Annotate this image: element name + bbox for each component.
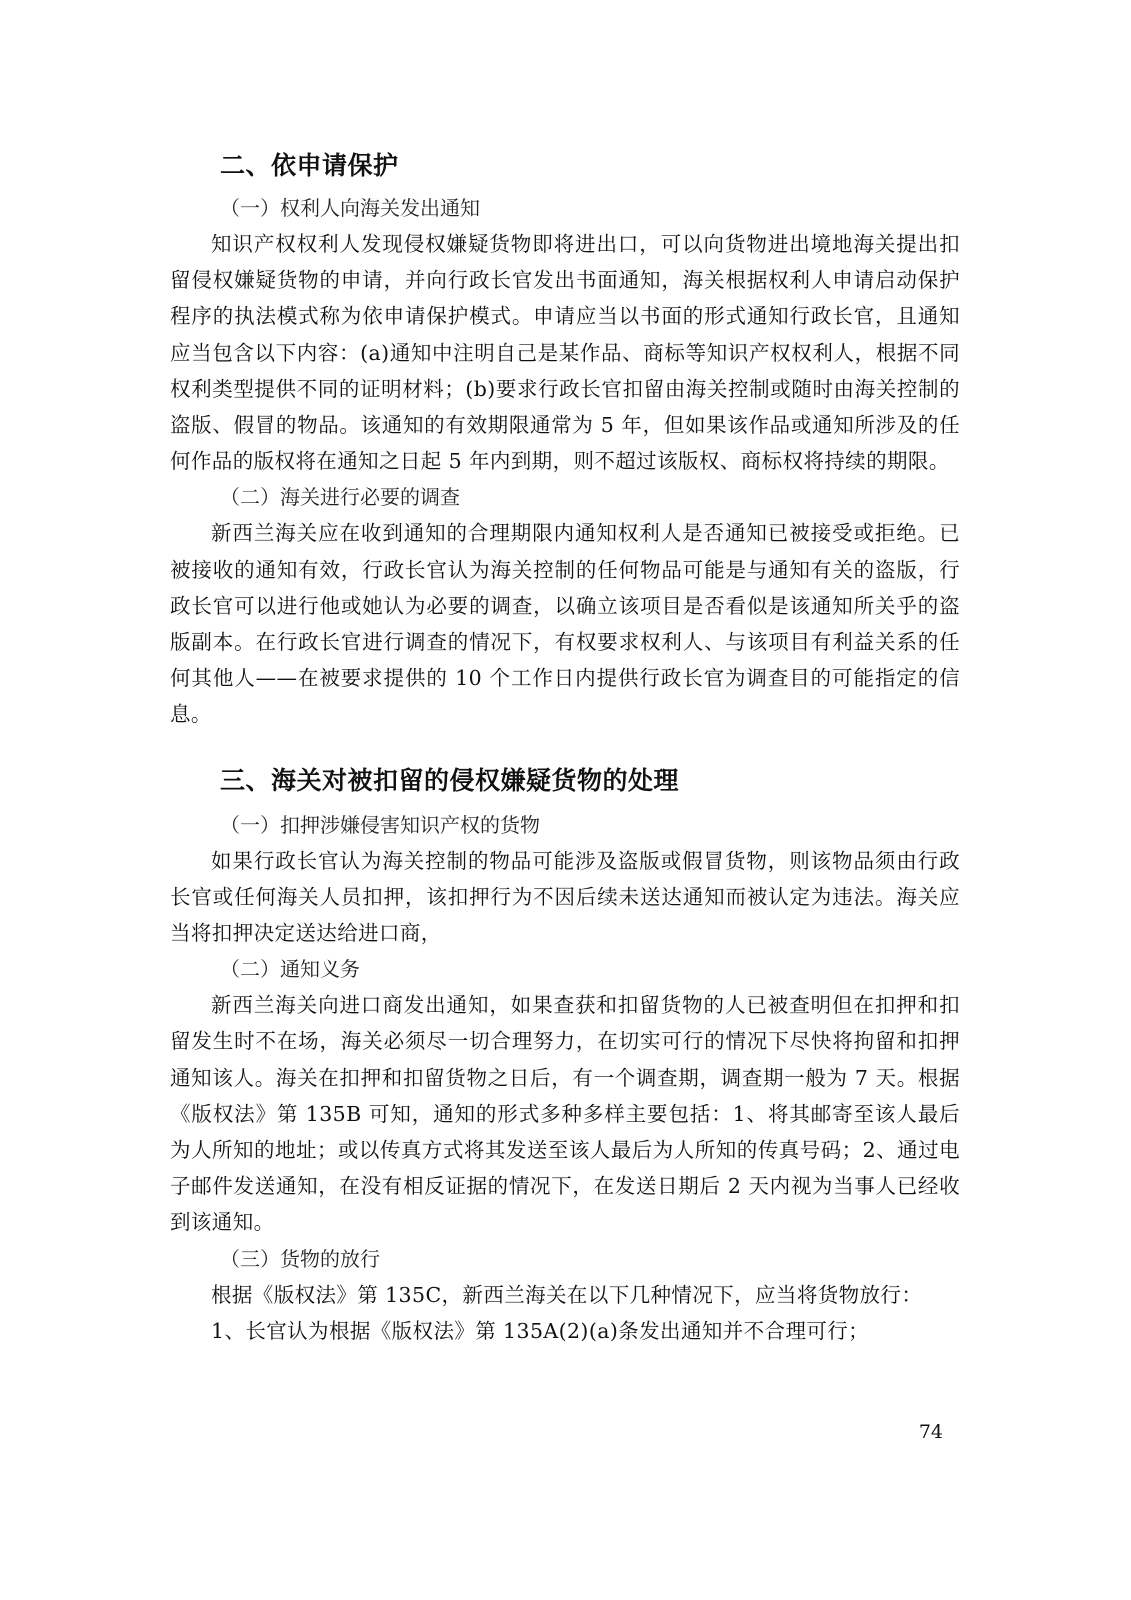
subheading-seizure: （一）扣押涉嫌侵害知识产权的货物 [220, 812, 540, 837]
subheading-customs-investigation: （二）海关进行必要的调查 [220, 485, 460, 510]
paragraph-release-intro: 根据《版权法》第 135C，新西兰海关在以下几种情况下，应当将货物放行： [211, 1282, 923, 1307]
paragraph-seizure: 如果行政长官认为海关控制的物品可能涉及盗版或假冒货物，则该物品须由行政长官或任何海关人员扣押，该扣押行为不因后续未送达通知而被认定为违法。海关应当将扣押决定送达给进口商， [170, 848, 960, 946]
section-heading-detained-goods: 三、海关对被扣留的侵权嫌疑货物的处理 [220, 765, 680, 795]
page-content [170, 140, 960, 1349]
subheading-notice-obligation: （二）通知义务 [220, 957, 360, 982]
section-heading-apply-protection: 二、依申请保护 [220, 151, 399, 180]
paragraph-release-item-1: 1、长官认为根据《版权法》第 135A(2)(a)条发出通知并不合理可行； [211, 1318, 870, 1343]
subheading-release-of-goods: （三）货物的放行 [220, 1246, 380, 1271]
paragraph-notice-obligation: 新西兰海关向进口商发出通知，如果查获和扣留货物的人已被查明但在扣押和扣留发生时不在场，海关必须尽一切合理努力，在切实可行的情况下尽快将拘留和扣押通知该人。海关在扣押和扣留货物之日后，有一个调查期，调查期一般为 7 天。根据《版权法》第 135B 可知，通知的形式多种多样主要包括：1、将其邮寄至该人最后为人所知的地址；或以传真方式将其发送至该人最后为人所知的传真号码；2、通过电子邮件发送通知，在没有相反证据的情况下，在发送日期后 2 天内视为当事人已经收到该通知。 [170, 993, 960, 1235]
paragraph-rightholder-notice: 知识产权权利人发现侵权嫌疑货物即将进出口，可以向货物进出境地海关提出扣留侵权嫌疑货物的申请，并向行政长官发出书面通知，海关根据权利人申请启动保护程序的执法模式称为依申请保护模式。申请应当以书面的形式通知行政长官，且通知应当包含以下内容：(a)通知中注明自己是某作品、商标等知识产权权利人，根据不同权利类型提供不同的证明材料；(b)要求行政长官扣留由海关控制或随时由海关控制的盗版、假冒的物品。该通知的有效期限通常为 5 年，但如果该作品或通知所涉及的任何作品的版权将在通知之日起 5 年内到期，则不超过该版权、商标权将持续的期限。 [170, 232, 960, 474]
page-number: 74 [918, 1421, 943, 1443]
paragraph-customs-investigation: 新西兰海关应在收到通知的合理期限内通知权利人是否通知已被接受或拒绝。已被接收的通知有效，行政长官认为海关控制的任何物品可能是与通知有关的盗版，行政长官可以进行他或她认为必要的调查，以确立该项目是否看似是该通知所关乎的盗版副本。在行政长官进行调查的情况下，有权要求权利人、与该项目有利益关系的任何其他人——在被要求提供的 10 个工作日内提供行政长官为调查目的可能指定的信息。 [170, 521, 960, 727]
subheading-rightholder-notice: （一）权利人向海关发出通知 [220, 196, 480, 220]
